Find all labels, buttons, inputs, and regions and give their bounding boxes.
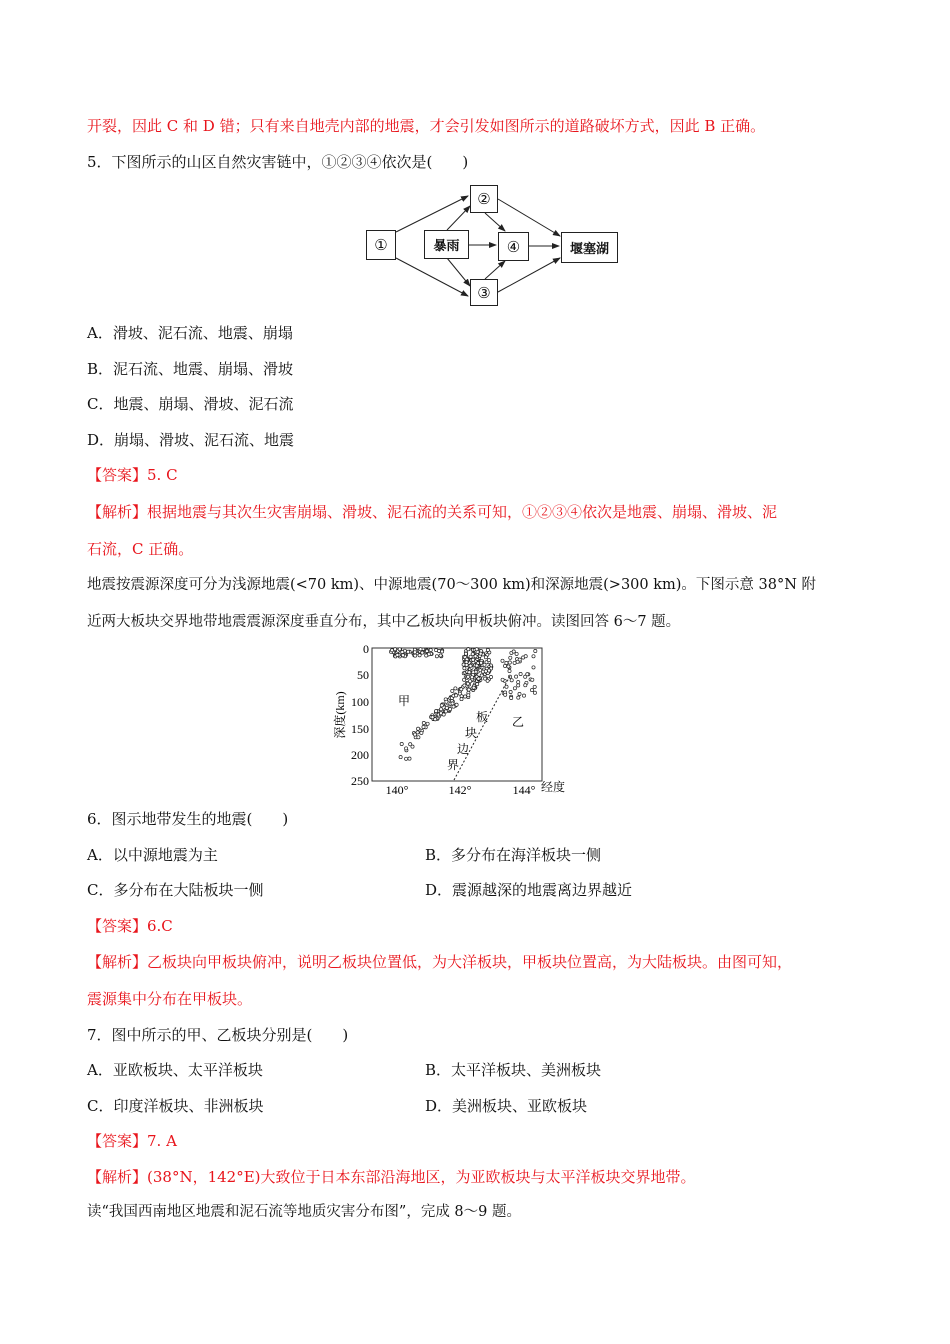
earthquake-dot	[405, 747, 408, 750]
earthquake-dot	[510, 696, 513, 699]
earthquake-dot	[422, 721, 425, 724]
earthquake-dot	[435, 710, 438, 713]
explanation-6-cont: 震源集中分布在甲板块。	[87, 990, 253, 1008]
earthquake-dot	[434, 718, 437, 721]
earthquake-dot	[517, 696, 520, 699]
earthquake-dot	[401, 654, 404, 657]
earthquake-dot	[439, 654, 442, 657]
earthquake-dot	[413, 651, 416, 654]
earthquake-dot	[469, 680, 472, 683]
option-5d: D．崩塌、滑坡、泥石流、地震	[87, 431, 295, 449]
option-6b: B．多分布在海洋板块一侧	[425, 846, 602, 864]
earthquake-dot	[476, 683, 479, 686]
earthquake-dot	[486, 648, 489, 651]
earthquake-dot	[418, 654, 421, 657]
earthquake-dot	[409, 743, 412, 746]
node-2: ②	[470, 185, 498, 213]
option-7d: D．美洲板块、亚欧板块	[425, 1097, 588, 1115]
earthquake-dot	[472, 658, 475, 661]
earthquake-dot	[445, 700, 448, 703]
earthquake-dot	[467, 688, 470, 691]
earthquake-dot	[522, 694, 525, 697]
earthquake-dot	[509, 690, 512, 693]
earthquake-dot	[509, 656, 512, 659]
earthquake-dot	[401, 650, 404, 653]
earthquake-dot	[460, 698, 463, 701]
earthquake-dot	[480, 661, 483, 664]
earthquake-dot	[469, 664, 472, 667]
earthquake-dot	[417, 727, 420, 730]
question-7: 7．图中所示的甲、乙板块分别是( )	[87, 1026, 349, 1044]
earthquake-dot	[501, 678, 504, 681]
earthquake-dot	[487, 669, 490, 672]
earthquake-dot	[408, 757, 411, 760]
question-6: 6．图示地带发生的地震( )	[87, 810, 289, 828]
earthquake-dot	[504, 693, 507, 696]
explanation-5-cont: 石流，C 正确。	[87, 540, 194, 558]
earthquake-dot	[407, 650, 410, 653]
earthquake-dot	[414, 654, 417, 657]
earthquake-dot	[399, 756, 402, 759]
label-boundary: 边	[457, 742, 470, 756]
earthquake-dot	[474, 655, 477, 658]
earthquake-dot	[477, 677, 480, 680]
earthquake-dot	[515, 652, 518, 655]
option-5a: A．滑坡、泥石流、地震、崩塌	[87, 324, 293, 342]
earthquake-dot	[475, 648, 478, 651]
earthquake-dot	[505, 661, 508, 664]
earthquake-dot	[530, 689, 533, 692]
earthquake-dot	[508, 669, 511, 672]
node-dammed-lake: 堰塞湖	[561, 232, 618, 263]
earthquake-dot	[421, 651, 424, 654]
earthquake-dot	[526, 673, 529, 676]
earthquake-dot	[484, 670, 487, 673]
x-axis-label: 经度	[541, 780, 566, 794]
earthquake-dot	[487, 659, 490, 662]
earthquake-dot	[422, 725, 425, 728]
question-5: 5．下图所示的山区自然灾害链中，①②③④依次是( )	[87, 153, 469, 171]
earthquake-dot	[398, 648, 401, 651]
earthquake-dot	[417, 736, 420, 739]
earthquake-dot	[467, 694, 470, 697]
option-7b: B．太平洋板块、美洲板块	[425, 1061, 602, 1079]
label-plate-yi: 乙	[512, 715, 525, 729]
node-1: ①	[366, 230, 396, 260]
earthquake-dot	[426, 722, 429, 725]
earthquake-dot	[451, 689, 454, 692]
earthquake-dot	[486, 679, 489, 682]
earthquake-dot	[464, 695, 467, 698]
earthquake-dot	[405, 757, 408, 760]
earthquake-dot	[533, 685, 536, 688]
earthquake-dot	[390, 649, 393, 652]
earthquake-dot	[441, 650, 444, 653]
earthquake-dot	[425, 654, 428, 657]
earthquake-dot	[463, 684, 466, 687]
option-6a: A．以中源地震为主	[87, 846, 218, 864]
earthquake-dot	[470, 676, 473, 679]
earthquake-dot	[475, 664, 478, 667]
explanation-7: 【解析】(38°N，142°E)大致位于日本东部沿海地区，为亚欧板块与太平洋板块交界地带。	[87, 1168, 696, 1186]
earthquake-dot	[469, 655, 472, 658]
earthquake-dot	[517, 681, 520, 684]
earthquake-dot	[508, 661, 511, 664]
y-axis-label: 深度(km)	[333, 691, 347, 739]
earthquake-dot	[510, 679, 513, 682]
earthquake-dot	[429, 648, 432, 651]
earthquake-dot	[435, 655, 438, 658]
y-tick: 150	[351, 722, 369, 736]
y-tick: 250	[351, 774, 369, 788]
earthquake-dot	[420, 731, 423, 734]
option-6d: D．震源越深的地震离边界越近	[425, 881, 633, 899]
explanation-6: 【解析】乙板块向甲板块俯冲，说明乙板块位置低，为大洋板块，甲板块位置高，为大陆板块。由图可知，	[87, 953, 793, 971]
earthquake-dot	[524, 684, 527, 687]
earthquake-dot	[479, 652, 482, 655]
earthquake-dot	[444, 710, 447, 713]
option-5c: C．地震、崩塌、滑坡、泥石流	[87, 395, 294, 413]
earthquake-dot	[505, 685, 508, 688]
earthquake-dot	[440, 704, 443, 707]
earthquake-dot	[452, 705, 455, 708]
earthquake-dot	[455, 703, 458, 706]
node-4: ④	[498, 232, 529, 261]
answer-7: 【答案】7. A	[87, 1132, 177, 1150]
y-tick: 200	[351, 748, 369, 762]
intro-text-cont: 近两大板块交界地带地震震源深度垂直分布，其中乙板块向甲板块俯冲。读图回答 6～7 题。	[87, 614, 681, 630]
node-rainstorm: 暴雨	[424, 230, 469, 259]
earthquake-dot	[468, 671, 471, 674]
y-tick: 100	[351, 695, 369, 709]
earthquake-dot	[449, 708, 452, 711]
x-tick: 144°	[512, 783, 536, 797]
earthquake-dot	[515, 675, 518, 678]
label-boundary: 块	[465, 726, 478, 740]
earthquake-dot	[442, 713, 445, 716]
earthquake-dot	[467, 675, 470, 678]
earthquake-dot	[467, 648, 470, 651]
earthquake-dot	[419, 648, 422, 651]
earthquake-dot	[464, 652, 467, 655]
label-plate-jia: 甲	[398, 694, 411, 708]
earthquake-dot	[445, 706, 448, 709]
earthquake-dot	[416, 731, 419, 734]
label-boundary: 界	[447, 758, 460, 772]
answer-5: 【答案】5. C	[87, 466, 178, 484]
node-3: ③	[470, 279, 498, 306]
earthquake-dot	[465, 663, 468, 666]
earthquake-dot	[507, 665, 510, 668]
earthquake-dot	[439, 708, 442, 711]
earthquake-dot	[533, 691, 536, 694]
explanation-5: 【解析】根据地震与其次生灾害崩塌、滑坡、泥石流的关系可知，①②③④依次是地震、崩塌、滑坡、泥	[87, 503, 778, 521]
y-tick: 50	[357, 668, 369, 682]
earthquake-dot	[513, 687, 516, 690]
earthquake-dot	[524, 655, 527, 658]
earthquake-dot	[472, 686, 475, 689]
earthquake-dot	[531, 678, 534, 681]
intro-text-8-9: 读“我国西南地区地震和泥石流等地质灾害分布图”，完成 8～9 题。	[87, 1204, 521, 1220]
intro-text: 地震按震源深度可分为浅源地震(<70 km)、中源地震(70～300 km)和深源地震(>300 km)。下图示意 38°N 附	[87, 577, 817, 593]
earthquake-dot	[489, 675, 492, 678]
text-line: 开裂，因此 C 和 D 错；只有来自地壳内部的地震，才会引发如图所示的道路破坏方式，因此 B 正确。	[87, 117, 766, 135]
earthquake-dot	[463, 678, 466, 681]
option-6c: C．多分布在大陆板块一侧	[87, 881, 264, 899]
earthquake-dot	[532, 655, 535, 658]
option-7a: A．亚欧板块、太平洋板块	[87, 1061, 263, 1079]
earthquake-dot	[460, 688, 463, 691]
option-7c: C．印度洋板块、非洲板块	[87, 1097, 264, 1115]
earthquake-dot	[435, 649, 438, 652]
earthquake-dot	[519, 672, 522, 675]
earthquake-dot	[484, 656, 487, 659]
earthquake-dot	[516, 660, 519, 663]
answer-6: 【答案】6.C	[87, 917, 173, 935]
earthquake-dot	[501, 659, 504, 662]
option-5b: B．泥石流、地震、崩塌、滑坡	[87, 360, 294, 378]
earthquake-dot	[455, 694, 458, 697]
y-tick: 0	[363, 642, 369, 656]
x-tick: 142°	[448, 783, 472, 797]
earthquake-dot	[512, 650, 515, 653]
plate-boundary-line	[454, 676, 510, 780]
earthquake-dot	[534, 649, 537, 652]
earthquake-dot	[451, 702, 454, 705]
x-tick: 140°	[385, 783, 409, 797]
earthquake-dot	[400, 742, 403, 745]
earthquake-dot	[463, 667, 466, 670]
earthquake-dot	[394, 648, 397, 651]
earthquake-dot	[518, 692, 521, 695]
earthquake-dot	[517, 684, 520, 687]
label-boundary: 板	[476, 710, 489, 724]
earthquake-dot	[454, 687, 457, 690]
earthquake-dot	[532, 666, 535, 669]
earthquake-dot	[396, 653, 399, 656]
